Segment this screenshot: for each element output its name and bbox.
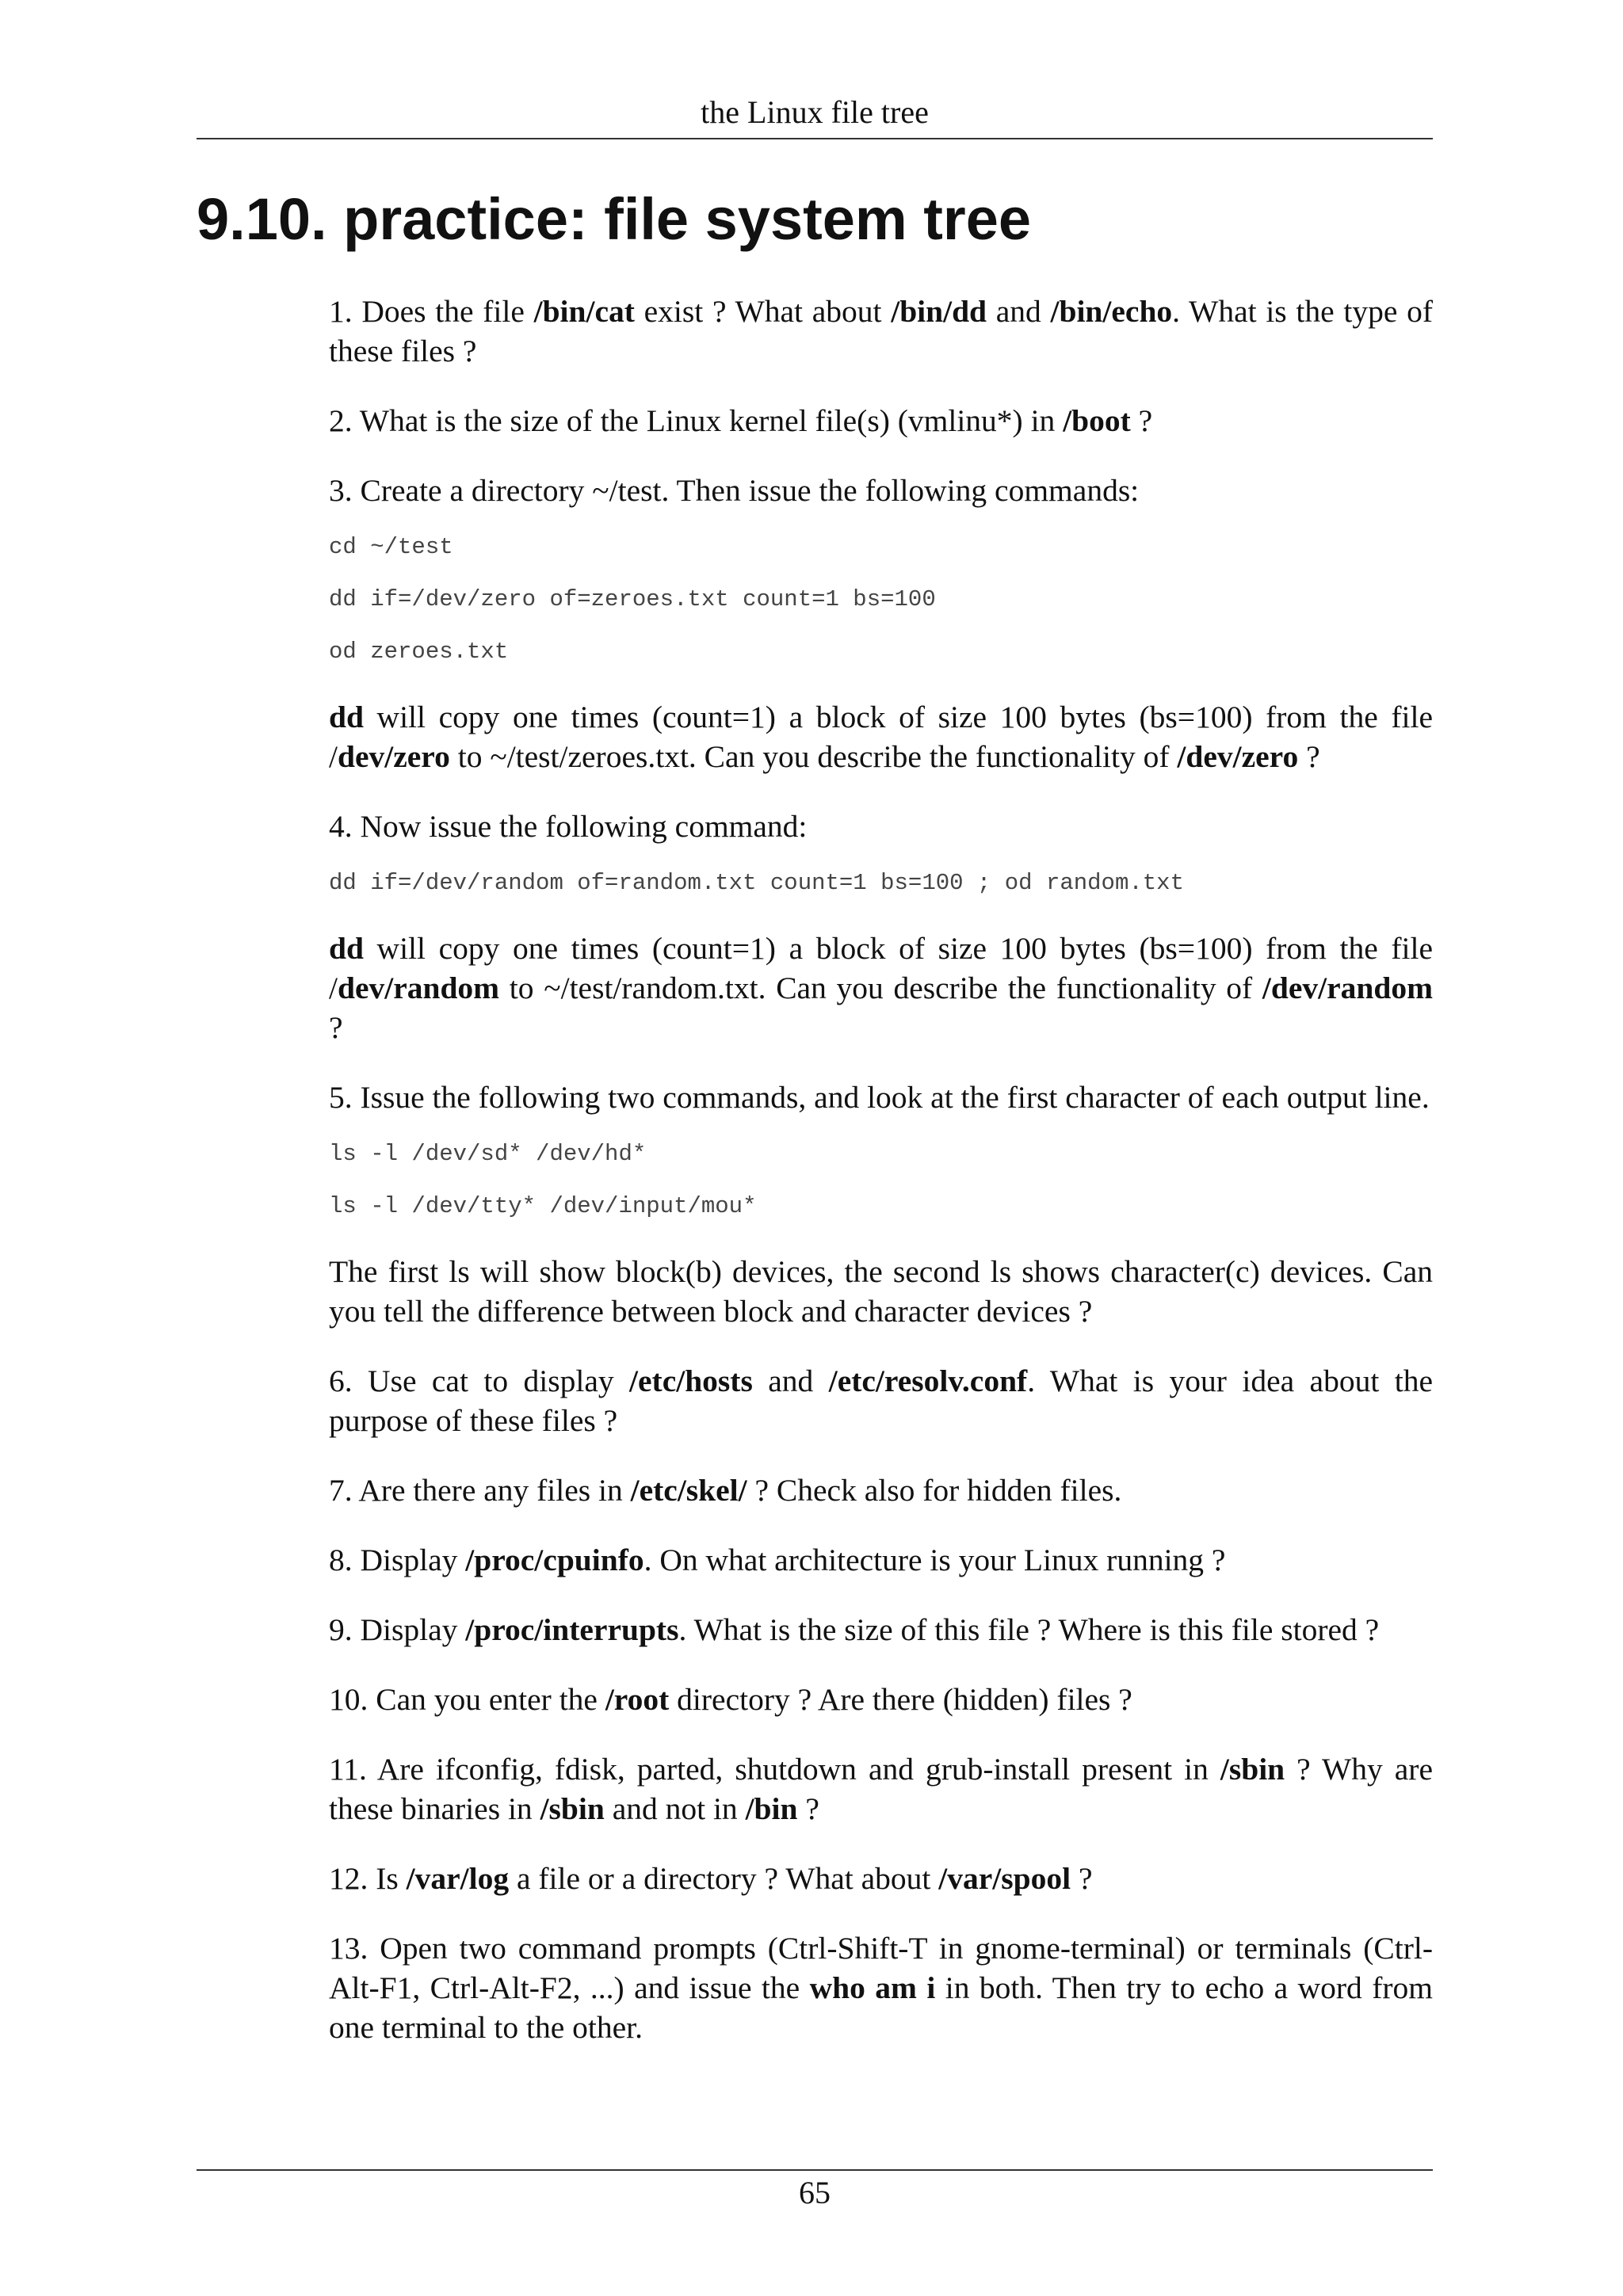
path-proc-interrupts: /proc/interrupts bbox=[465, 1612, 679, 1647]
path-bin: /bin bbox=[745, 1791, 798, 1826]
exercise-text: 11. Are ifconfig, fdisk, parted, shutdown and grub-install present in bbox=[329, 1752, 1220, 1787]
path-root: /root bbox=[605, 1682, 670, 1717]
exercise-text: and not in bbox=[604, 1791, 746, 1826]
page-number: 65 bbox=[799, 2175, 831, 2210]
exercise-4-explanation bbox=[329, 929, 1433, 1047]
path-bin-cat: /bin/cat bbox=[533, 294, 635, 329]
exercise-11 bbox=[329, 1749, 1433, 1829]
exercise-text: ? bbox=[1071, 1861, 1093, 1896]
exercise-text: will copy one times (count=1) a block of size 100 bytes (bs=100) from the file / bbox=[329, 700, 1433, 774]
path-dev-random: /dev/random bbox=[1262, 971, 1433, 1005]
path-dev-random: dev/random bbox=[337, 971, 500, 1005]
exercise-text: ? bbox=[797, 1791, 819, 1826]
exercise-4 bbox=[329, 807, 1433, 846]
exercise-text: 2. What is the size of the Linux kernel file(s) (vmlinu*) in bbox=[329, 403, 1064, 438]
exercise-5 bbox=[329, 1077, 1433, 1117]
code-line: od zeroes.txt bbox=[329, 639, 509, 665]
path-dev-zero: /dev/zero bbox=[1177, 739, 1299, 774]
exercise-8 bbox=[329, 1540, 1433, 1580]
exercise-text: 1. Does the file bbox=[329, 294, 534, 329]
path-etc-skel: /etc/skel/ bbox=[630, 1473, 747, 1508]
path-sbin: /sbin bbox=[540, 1791, 605, 1826]
exercise-5-explanation: The first ls will show block(b) devices, the second ls shows character(c) devices. Can you tell the difference between block and character devices ? bbox=[329, 1254, 1433, 1329]
path-var-log: /var/log bbox=[406, 1861, 510, 1896]
exercise-text: a file or a directory ? What about bbox=[509, 1861, 939, 1896]
exercise-text: . On what architecture is your Linux running ? bbox=[643, 1543, 1226, 1577]
exercise-10 bbox=[329, 1680, 1433, 1719]
path-var-spool: /var/spool bbox=[938, 1861, 1071, 1896]
exercise-text: and bbox=[987, 294, 1051, 329]
command-who-am-i: who am i bbox=[809, 1970, 936, 2005]
section-title: 9.10. practice: file system tree bbox=[197, 186, 1032, 252]
exercise-text: 3. Create a directory ~/test. Then issue the following commands: bbox=[329, 473, 1140, 508]
path-bin-echo: /bin/echo bbox=[1050, 294, 1173, 329]
exercise-text: 5. Issue the following two commands, and look at the first character of each output line. bbox=[329, 1080, 1430, 1115]
footer-divider bbox=[197, 2169, 1433, 2171]
exercise-13 bbox=[329, 1928, 1433, 2047]
path-boot: /boot bbox=[1063, 403, 1131, 438]
exercise-text: 7. Are there any files in bbox=[329, 1473, 631, 1508]
path-etc-resolv-conf: /etc/resolv.conf bbox=[828, 1363, 1028, 1398]
exercise-text: 12. Is bbox=[329, 1861, 407, 1896]
exercise-text: . What is the type of these files ? bbox=[329, 294, 1433, 368]
path-bin-dd: /bin/dd bbox=[891, 294, 987, 329]
path-proc-cpuinfo: /proc/cpuinfo bbox=[465, 1543, 644, 1577]
exercise-12 bbox=[329, 1859, 1433, 1898]
exercise-text: and bbox=[752, 1363, 829, 1398]
exercise-text: ? bbox=[1130, 403, 1153, 438]
exercise-text: to ~/test/random.txt. Can you describe the functionality of bbox=[499, 971, 1262, 1005]
exercise-6 bbox=[329, 1361, 1433, 1440]
path-dev-zero: dev/zero bbox=[337, 739, 450, 774]
exercise-text: 9. Display bbox=[329, 1612, 466, 1647]
exercise-text: 6. Use cat to display bbox=[329, 1363, 630, 1398]
path-sbin: /sbin bbox=[1220, 1752, 1285, 1787]
running-header: the Linux file tree bbox=[701, 94, 929, 130]
code-line: ls -l /dev/sd* /dev/hd* bbox=[329, 1141, 647, 1167]
exercise-2 bbox=[329, 401, 1433, 441]
exercise-text: 13. Open two command prompts (Ctrl-Shift-T in gnome-terminal) or terminals (Ctrl-Alt-F1, Ctrl-Alt-F2, ...) and issue the bbox=[329, 1931, 1433, 2005]
exercise-text: to ~/test/zeroes.txt. Can you describe the functionality of bbox=[449, 739, 1178, 774]
code-line: ls -l /dev/tty* /dev/input/mou* bbox=[329, 1193, 757, 1219]
exercise-3 bbox=[329, 471, 1433, 510]
exercise-text: ? bbox=[329, 1010, 343, 1045]
exercise-text: ? bbox=[1298, 739, 1320, 774]
exercise-text: ? Why are these binaries in bbox=[329, 1752, 1433, 1826]
path-etc-hosts: /etc/hosts bbox=[629, 1363, 753, 1398]
exercise-text: directory ? Are there (hidden) files ? bbox=[669, 1682, 1132, 1717]
exercise-text: will copy one times (count=1) a block of size 100 bytes (bs=100) from the file / bbox=[329, 931, 1433, 1005]
header-divider bbox=[197, 138, 1433, 139]
exercise-list bbox=[329, 292, 1433, 2077]
exercise-3-explanation bbox=[329, 697, 1433, 776]
code-line: dd if=/dev/zero of=zeroes.txt count=1 bs=100 bbox=[329, 586, 936, 612]
exercise-text: exist ? What about bbox=[634, 294, 892, 329]
exercise-text: ? Check also for hidden files. bbox=[747, 1473, 1122, 1508]
exercise-text: 4. Now issue the following command: bbox=[329, 809, 808, 844]
exercise-1 bbox=[329, 292, 1433, 371]
command-dd: dd bbox=[329, 931, 364, 966]
command-dd: dd bbox=[329, 700, 364, 734]
exercise-text: 10. Can you enter the bbox=[329, 1682, 605, 1717]
exercise-text: . What is the size of this file ? Where is this file stored ? bbox=[678, 1612, 1380, 1647]
exercise-text: in both. Then try to echo a word from one terminal to the other. bbox=[329, 1970, 1433, 2045]
exercise-7 bbox=[329, 1470, 1433, 1510]
exercise-9 bbox=[329, 1610, 1433, 1650]
exercise-text: . What is your idea about the purpose of these files ? bbox=[329, 1363, 1433, 1438]
code-line: cd ~/test bbox=[329, 534, 453, 560]
exercise-text: 8. Display bbox=[329, 1543, 466, 1577]
code-line: dd if=/dev/random of=random.txt count=1 bs=100 ; od random.txt bbox=[329, 870, 1184, 896]
